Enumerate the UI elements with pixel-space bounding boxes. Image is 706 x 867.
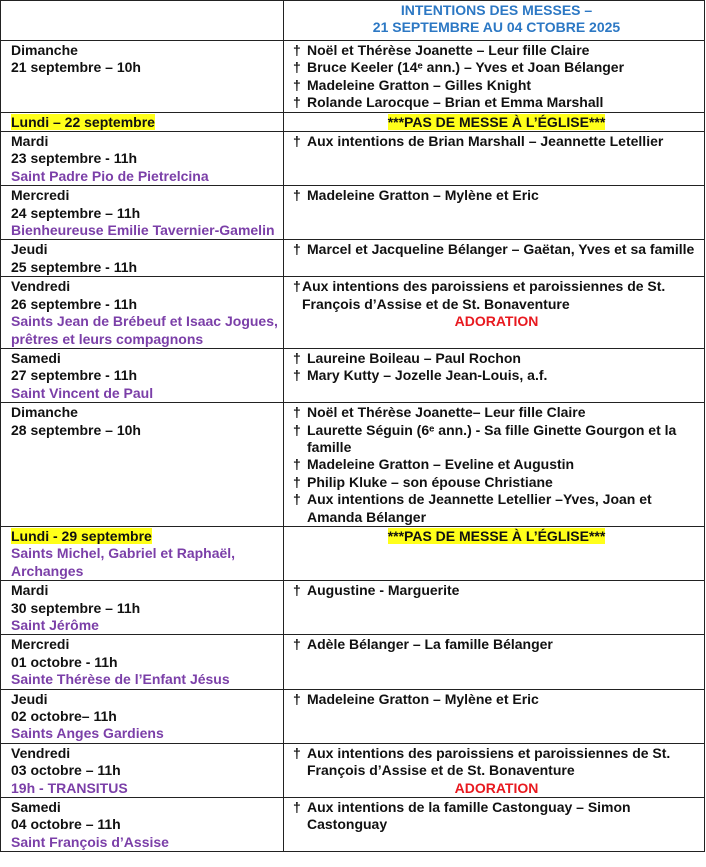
intention-entry bbox=[293, 94, 700, 111]
date-cell bbox=[1, 112, 284, 131]
adoration-label: ADORATION bbox=[454, 313, 539, 330]
intention-text: Adèle Bélanger – La famille Bélanger bbox=[307, 636, 553, 653]
intentions-cell bbox=[284, 41, 705, 113]
date-cell bbox=[1, 403, 284, 527]
day-label: Jeudi bbox=[11, 690, 48, 707]
intentions-cell bbox=[284, 403, 705, 527]
no-mass-banner-wrap bbox=[293, 528, 700, 545]
table-row bbox=[1, 348, 705, 402]
feast-saint: 19h - TRANSITUS bbox=[11, 779, 128, 796]
no-mass-banner-wrap bbox=[293, 114, 700, 131]
intention-text: Noël et Thérèse Joanette– Leur fille Claire bbox=[307, 404, 586, 421]
mass-time: 02 octobre– 11h bbox=[11, 708, 117, 725]
table-row bbox=[1, 41, 705, 113]
day-label: Vendredi bbox=[11, 744, 71, 761]
dagger-symbol: † bbox=[293, 404, 301, 421]
intention-text: Aux intentions de Brian Marshall – Jeannette Letellier bbox=[307, 133, 664, 150]
intention-text: Aux intentions des paroissiens et paroissiennes de St. François d’Assise et de St. Bonaventure bbox=[302, 278, 666, 312]
intention-text: Augustine - Marguerite bbox=[307, 582, 460, 599]
dagger-symbol: † bbox=[293, 59, 301, 76]
table-row bbox=[1, 798, 705, 852]
dagger-symbol: † bbox=[293, 799, 301, 816]
date-cell bbox=[1, 348, 284, 402]
intention-entry bbox=[293, 59, 700, 76]
mass-time: 28 septembre – 10h bbox=[11, 421, 141, 438]
intention-entry bbox=[293, 491, 700, 526]
dagger-symbol: † bbox=[293, 187, 301, 204]
intentions-cell bbox=[284, 635, 705, 689]
intention-entry bbox=[293, 636, 700, 653]
intention-text: Aux intentions de Jeannette Letellier –Yves, Joan et Amanda Bélanger bbox=[307, 491, 652, 525]
intention-entry bbox=[293, 404, 700, 421]
intention-entry bbox=[293, 582, 700, 599]
feast-saint: Saints Anges Gardiens bbox=[11, 725, 164, 742]
header-title-cell bbox=[284, 1, 705, 41]
table-row bbox=[1, 526, 705, 580]
day-label: Jeudi bbox=[11, 241, 48, 258]
intention-text: Philip Kluke – son épouse Christiane bbox=[307, 473, 553, 490]
feast-saint: Saint Padre Pio de Pietrelcina bbox=[11, 167, 209, 184]
intentions-cell bbox=[284, 798, 705, 852]
table-row bbox=[1, 689, 705, 743]
mass-time: 30 septembre – 11h bbox=[11, 599, 141, 616]
table-row bbox=[1, 581, 705, 635]
intentions-cell bbox=[284, 240, 705, 277]
header-empty-cell bbox=[1, 1, 284, 41]
header-title-line2: 21 SEPTEMBRE AU 04 CTOBRE 2025 bbox=[372, 19, 621, 36]
intentions-cell bbox=[284, 743, 705, 797]
no-mass-banner: ***PAS DE MESSE À L’ÉGLISE*** bbox=[387, 527, 606, 544]
day-label bbox=[11, 114, 279, 131]
intention-text: Laureine Boileau – Paul Rochon bbox=[307, 349, 521, 366]
intention-entry bbox=[293, 278, 700, 313]
table-row bbox=[1, 132, 705, 186]
intentions-cell bbox=[284, 277, 705, 349]
day-label: Mardi bbox=[11, 133, 49, 150]
dagger-symbol: † bbox=[293, 491, 301, 508]
dagger-symbol: † bbox=[293, 421, 301, 438]
intentions-cell bbox=[284, 581, 705, 635]
date-cell bbox=[1, 689, 284, 743]
day-label: Dimanche bbox=[11, 404, 78, 421]
intention-text: Marcel et Jacqueline Bélanger – Gaëtan, Yves et sa famille bbox=[307, 241, 695, 258]
intention-entry bbox=[293, 456, 700, 473]
mass-time: 23 septembre - 11h bbox=[11, 150, 138, 167]
adoration-label: ADORATION bbox=[454, 779, 539, 796]
dagger-symbol: † bbox=[293, 456, 301, 473]
feast-saint: Saint Jérôme bbox=[11, 617, 99, 633]
intention-entry bbox=[293, 133, 700, 150]
intention-text: Madeleine Gratton – Eveline et Augustin bbox=[307, 456, 575, 473]
mass-time: 21 septembre – 10h bbox=[11, 59, 141, 76]
date-cell bbox=[1, 798, 284, 852]
feast-saint: Saint Vincent de Paul bbox=[11, 384, 154, 401]
intention-text: Laurette Séguin (6ᵉ ann.) - Sa fille Ginette Gourgon et la famille bbox=[307, 421, 677, 455]
table-row bbox=[1, 240, 705, 277]
feast-saint: Sainte Thérèse de l’Enfant Jésus bbox=[11, 671, 230, 688]
mass-time: 26 septembre - 11h bbox=[11, 295, 138, 312]
dagger-symbol: † bbox=[293, 473, 301, 490]
day-label: Mercredi bbox=[11, 636, 70, 653]
intention-text: Madeleine Gratton – Mylène et Eric bbox=[307, 690, 539, 707]
intentions-cell bbox=[284, 526, 705, 580]
no-mass-banner: ***PAS DE MESSE À L’ÉGLISE*** bbox=[387, 113, 606, 130]
intention-text: Bruce Keeler (14ᵉ ann.) – Yves et Joan Bélanger bbox=[307, 59, 625, 76]
intention-text: Aux intentions de la famille Castonguay – Simon Castonguay bbox=[307, 799, 631, 833]
day-label: Mardi bbox=[11, 582, 49, 599]
intention-entry bbox=[293, 350, 700, 367]
intentions-cell bbox=[284, 689, 705, 743]
intention-entry bbox=[293, 241, 700, 258]
dagger-symbol: † bbox=[293, 349, 301, 366]
mass-time: 01 octobre - 11h bbox=[11, 653, 118, 670]
mass-time: 27 septembre - 11h bbox=[11, 367, 138, 384]
date-cell bbox=[1, 277, 284, 349]
intention-entry bbox=[293, 422, 700, 457]
date-cell bbox=[1, 526, 284, 580]
table-row bbox=[1, 635, 705, 689]
day-label: Mercredi bbox=[11, 187, 70, 204]
dagger-symbol: † bbox=[293, 94, 301, 111]
intentions-cell bbox=[284, 112, 705, 131]
dagger-symbol: † bbox=[293, 636, 301, 653]
intention-entry bbox=[293, 187, 700, 204]
table-row bbox=[1, 186, 705, 240]
feast-saint: Bienheureuse Emilie Tavernier-Gamelin bbox=[11, 222, 275, 239]
date-cell bbox=[1, 635, 284, 689]
intention-entry bbox=[293, 367, 700, 384]
intention-entry bbox=[293, 799, 700, 834]
intention-text: Madeleine Gratton – Gilles Knight bbox=[307, 76, 532, 93]
intention-entry bbox=[293, 77, 700, 94]
intention-text: Noël et Thérèse Joanette – Leur fille Claire bbox=[307, 42, 590, 58]
feast-saint: Saints Jean de Brébeuf et Isaac Jogues, prêtres et leurs compagnons bbox=[11, 313, 278, 347]
day-label: Samedi bbox=[11, 799, 61, 816]
intention-text: Aux intentions des paroissiens et paroissiennes de St. François d’Assise et de St. Bonaventure bbox=[307, 744, 671, 779]
intention-entry bbox=[293, 474, 700, 491]
mass-time: 25 septembre - 11h bbox=[11, 258, 138, 275]
date-cell bbox=[1, 240, 284, 277]
intention-text: Mary Kutty – Jozelle Jean-Louis, a.f. bbox=[307, 367, 548, 384]
intentions-cell bbox=[284, 132, 705, 186]
date-cell bbox=[1, 186, 284, 240]
mass-time: 24 septembre – 11h bbox=[11, 204, 141, 221]
dagger-symbol: † bbox=[293, 582, 301, 599]
date-cell bbox=[1, 132, 284, 186]
date-cell bbox=[1, 743, 284, 797]
day-label-highlight: Lundi - 29 septembre bbox=[11, 527, 152, 544]
dagger-symbol: † bbox=[293, 133, 301, 150]
mass-time: 03 octobre – 11h bbox=[11, 762, 121, 779]
feast-saint: Saint François d’Assise bbox=[11, 833, 169, 850]
intention-entry bbox=[293, 745, 700, 780]
mass-time: 04 octobre – 11h bbox=[11, 816, 121, 833]
day-label bbox=[11, 528, 279, 545]
intention-entry bbox=[293, 691, 700, 708]
day-label: Dimanche bbox=[11, 42, 78, 58]
day-label: Samedi bbox=[11, 349, 61, 366]
dagger-symbol: † bbox=[293, 76, 301, 93]
dagger-symbol: † bbox=[293, 690, 301, 707]
table-row bbox=[1, 112, 705, 131]
intentions-cell bbox=[284, 186, 705, 240]
dagger-symbol: † bbox=[293, 744, 301, 761]
table-row bbox=[1, 743, 705, 797]
intention-entry bbox=[293, 42, 700, 59]
dagger-symbol: † bbox=[293, 42, 301, 58]
intention-text: Madeleine Gratton – Mylène et Eric bbox=[307, 187, 539, 204]
header-title-line1: INTENTIONS DES MESSES – bbox=[400, 2, 593, 18]
feast-saint: Saints Michel, Gabriel et Raphaël, Archanges bbox=[11, 545, 236, 579]
date-cell bbox=[1, 41, 284, 113]
day-label-highlight: Lundi – 22 septembre bbox=[11, 113, 155, 130]
table-row bbox=[1, 277, 705, 349]
day-label: Vendredi bbox=[11, 278, 71, 295]
intention-text: Rolande Larocque – Brian et Emma Marshall bbox=[307, 94, 604, 111]
dagger-symbol: † bbox=[293, 241, 301, 258]
header-row bbox=[1, 1, 705, 41]
dagger-symbol: † bbox=[293, 367, 301, 384]
date-cell bbox=[1, 581, 284, 635]
table-row bbox=[1, 403, 705, 527]
intentions-cell bbox=[284, 348, 705, 402]
dagger-symbol: † bbox=[293, 278, 301, 295]
